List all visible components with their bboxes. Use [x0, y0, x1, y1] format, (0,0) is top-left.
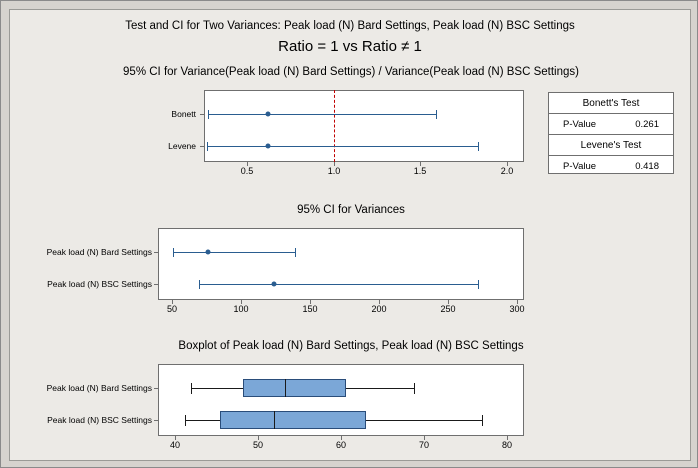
ci-point-bsc-variance — [272, 282, 277, 287]
ylabel-bonett: Bonett — [171, 109, 196, 119]
xticklabel-1: 1.0 — [327, 166, 341, 176]
ylabel-bsc-boxplot: Peak load (N) BSC Settings — [47, 415, 152, 425]
xticklabel-v-3: 200 — [371, 304, 387, 314]
boxplot-cap-bsc-min — [185, 415, 186, 426]
ci-point-bonett — [266, 112, 271, 117]
xticklabel-b-2: 60 — [335, 440, 347, 450]
ytick-bonett — [200, 114, 204, 115]
chart-boxplot-title: Boxplot of Peak load (N) Bard Settings, Peak load (N) BSC Settings — [178, 340, 524, 352]
ci-cap-bonett-high — [436, 110, 437, 119]
xticklabel-v-1: 100 — [233, 304, 249, 314]
ci-bar-bsc-variance — [199, 284, 478, 285]
ylabel-bard-variance: Peak load (N) Bard Settings — [46, 247, 152, 257]
page-title-line1: Test and CI for Two Variances: Peak load (N) Bard Settings, Peak load (N) BSC Settings — [125, 20, 575, 32]
ci-bar-levene — [207, 146, 478, 147]
ytick-bard-boxplot — [154, 388, 158, 389]
bonett-test-header: Bonett's Test — [582, 97, 640, 109]
ci-cap-levene-low — [207, 142, 208, 151]
xticklabel-v-0: 50 — [166, 304, 178, 314]
chart-ci-variances-plot — [158, 228, 524, 300]
ytick-bsc-boxplot — [154, 420, 158, 421]
bonett-pvalue-value: 0.261 — [635, 118, 659, 130]
boxplot-box-bsc — [220, 411, 366, 429]
ytick-bard-variance — [154, 252, 158, 253]
test-results-table — [548, 92, 674, 174]
ytick-levene — [200, 146, 204, 147]
boxplot-cap-bsc-max — [482, 415, 483, 426]
ci-point-bard-variance — [206, 250, 211, 255]
xticklabel-b-3: 70 — [418, 440, 430, 450]
xticklabel-2: 1.5 — [413, 166, 427, 176]
chart-ci-ratio-title: 95% CI for Variance(Peak load (N) Bard Settings) / Variance(Peak load (N) BSC Settings) — [123, 66, 579, 78]
levene-pvalue-value: 0.418 — [635, 160, 659, 172]
page-title-line2: Ratio = 1 vs Ratio ≠ 1 — [278, 38, 422, 55]
chart-ci-ratio-plot — [204, 90, 524, 162]
boxplot-whisker-bard-right — [346, 388, 414, 389]
levene-test-header: Levene's Test — [549, 134, 673, 155]
ylabel-levene: Levene — [168, 141, 196, 151]
levene-pvalue-label: P-Value — [563, 160, 597, 172]
boxplot-whisker-bard-left — [191, 388, 243, 389]
output-panel — [9, 9, 691, 461]
xticklabel-3: 2.0 — [500, 166, 514, 176]
bonett-pvalue-label: P-Value — [563, 118, 597, 130]
ci-cap-bard-low — [173, 248, 174, 257]
xticklabel-v-4: 250 — [440, 304, 456, 314]
bonett-pvalue-row — [549, 113, 673, 134]
xticklabel-b-0: 40 — [169, 440, 181, 450]
xticklabel-b-4: 80 — [501, 440, 513, 450]
xticklabel-0: 0.5 — [240, 166, 254, 176]
boxplot-median-bard — [285, 379, 286, 397]
chart-ci-variances — [10, 200, 692, 330]
boxplot-whisker-bsc-right — [366, 420, 482, 421]
ci-cap-levene-high — [478, 142, 479, 151]
xticklabel-v-5: 300 — [509, 304, 525, 314]
ci-bar-bard-variance — [173, 252, 295, 253]
boxplot-whisker-bsc-left — [185, 420, 220, 421]
ci-cap-bonett-low — [208, 110, 209, 119]
ci-cap-bsc-low — [199, 280, 200, 289]
ci-cap-bard-high — [295, 248, 296, 257]
ci-point-levene — [266, 144, 271, 149]
ylabel-bsc-variance: Peak load (N) BSC Settings — [47, 279, 152, 289]
boxplot-box-bard — [243, 379, 346, 397]
levene-pvalue-row — [549, 155, 673, 176]
chart-ci-variances-title: 95% CI for Variances — [297, 204, 405, 216]
xticklabel-b-1: 50 — [252, 440, 264, 450]
xticklabel-v-2: 150 — [302, 304, 318, 314]
ylabel-bard-boxplot: Peak load (N) Bard Settings — [46, 383, 152, 393]
ytick-bsc-variance — [154, 284, 158, 285]
boxplot-cap-bard-min — [191, 383, 192, 394]
boxplot-median-bsc — [274, 411, 275, 429]
chart-boxplot — [10, 336, 692, 462]
ci-bar-bonett — [208, 114, 436, 115]
reference-line-ratio-one — [334, 90, 335, 162]
boxplot-cap-bard-max — [414, 383, 415, 394]
ci-cap-bsc-high — [478, 280, 479, 289]
